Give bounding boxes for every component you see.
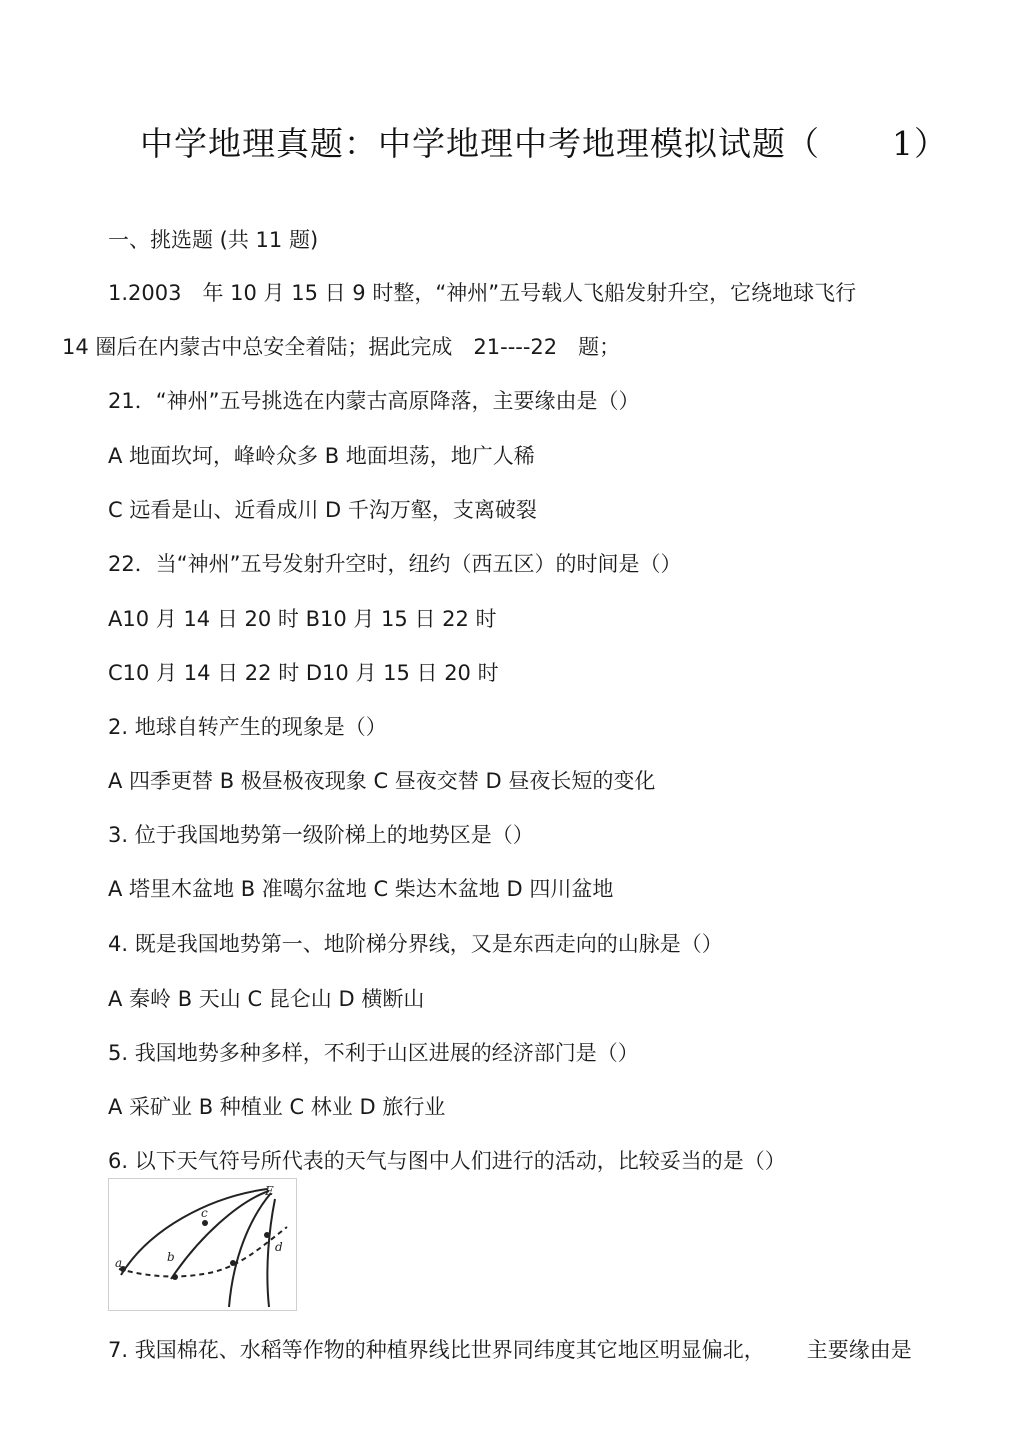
question-7 <box>108 1334 912 1364</box>
question-1-intro: 1.2003 年 10 月 15 日 9 时整，“神州”五号载人飞船发射升空，它绕地球飞行 <box>108 281 857 305</box>
point-mid <box>230 1260 236 1266</box>
question-22-options-ab: A10 月 14 日 20 时 B10 月 15 日 22 时 <box>108 607 497 631</box>
question-21: 21．“神州”五号挑选在内蒙古高原降落，主要缘由是（） <box>108 389 640 413</box>
arc-curve-4 <box>267 1199 275 1307</box>
question-5: 5. 我国地势多种多样，不利于山区进展的经济部门是（） <box>108 1041 639 1065</box>
title-text: 中学地理真题：中学地理中考地理模拟试题（ <box>140 124 820 163</box>
dashed-path <box>119 1227 287 1276</box>
question-22: 22．当“神州”五号发射升空时，纽约（西五区）的时间是（） <box>108 552 682 576</box>
orbit-diagram-svg <box>109 1179 296 1310</box>
question-2: 2. 地球自转产生的现象是（） <box>108 715 387 739</box>
point-c <box>202 1220 208 1226</box>
section-heading: 一、挑选题 (共 11 题) <box>108 228 319 252</box>
question-22-options-cd: C10 月 14 日 22 时 D10 月 15 日 20 时 <box>108 661 499 685</box>
label-a: a <box>115 1256 123 1270</box>
question-3: 3. 位于我国地势第一级阶梯上的地势区是（） <box>108 823 534 847</box>
question-7-text: 7. 我国棉花、水稻等作物的种植界线比世界同纬度其它地区明显偏北， <box>108 1338 765 1362</box>
label-b: b <box>167 1250 175 1264</box>
question-21-options-cd: C 远看是山、近看成川 D 千沟万壑，支离破裂 <box>108 498 537 522</box>
question-3-options: A 塔里木盆地 B 准噶尔盆地 C 柴达木盆地 D 四川盆地 <box>108 877 614 901</box>
question-2-options: A 四季更替 B 极昼极夜现象 C 昼夜交替 D 昼夜长短的变化 <box>108 769 656 793</box>
label-c: c <box>201 1206 208 1220</box>
question-1-intro-cont: 14 圈后在内蒙古中总安全着陆；据此完成 21----22 题； <box>62 335 621 359</box>
page-title <box>140 118 948 165</box>
question-5-options: A 采矿业 B 种植业 C 林业 D 旅行业 <box>108 1095 446 1119</box>
point-d <box>264 1232 270 1238</box>
question-4-options: A 秦岭 B 天山 C 昆仑山 D 横断山 <box>108 987 425 1011</box>
arc-curve-2 <box>171 1191 269 1279</box>
label-e: E <box>265 1184 274 1198</box>
title-number: 1） <box>892 124 948 163</box>
label-d: d <box>275 1240 283 1254</box>
question-7-tail: 主要缘由是 <box>806 1338 912 1362</box>
question-4: 4. 既是我国地势第一、地阶梯分界线，又是东西走向的山脉是（） <box>108 932 723 956</box>
point-b <box>172 1274 178 1280</box>
question-6: 6. 以下天气符号所代表的天气与图中人们进行的活动，比较妥当的是（） <box>108 1149 786 1173</box>
orbit-diagram <box>108 1178 297 1311</box>
question-21-options-ab: A 地面坎坷，峰岭众多 B 地面坦荡，地广人稀 <box>108 444 535 468</box>
